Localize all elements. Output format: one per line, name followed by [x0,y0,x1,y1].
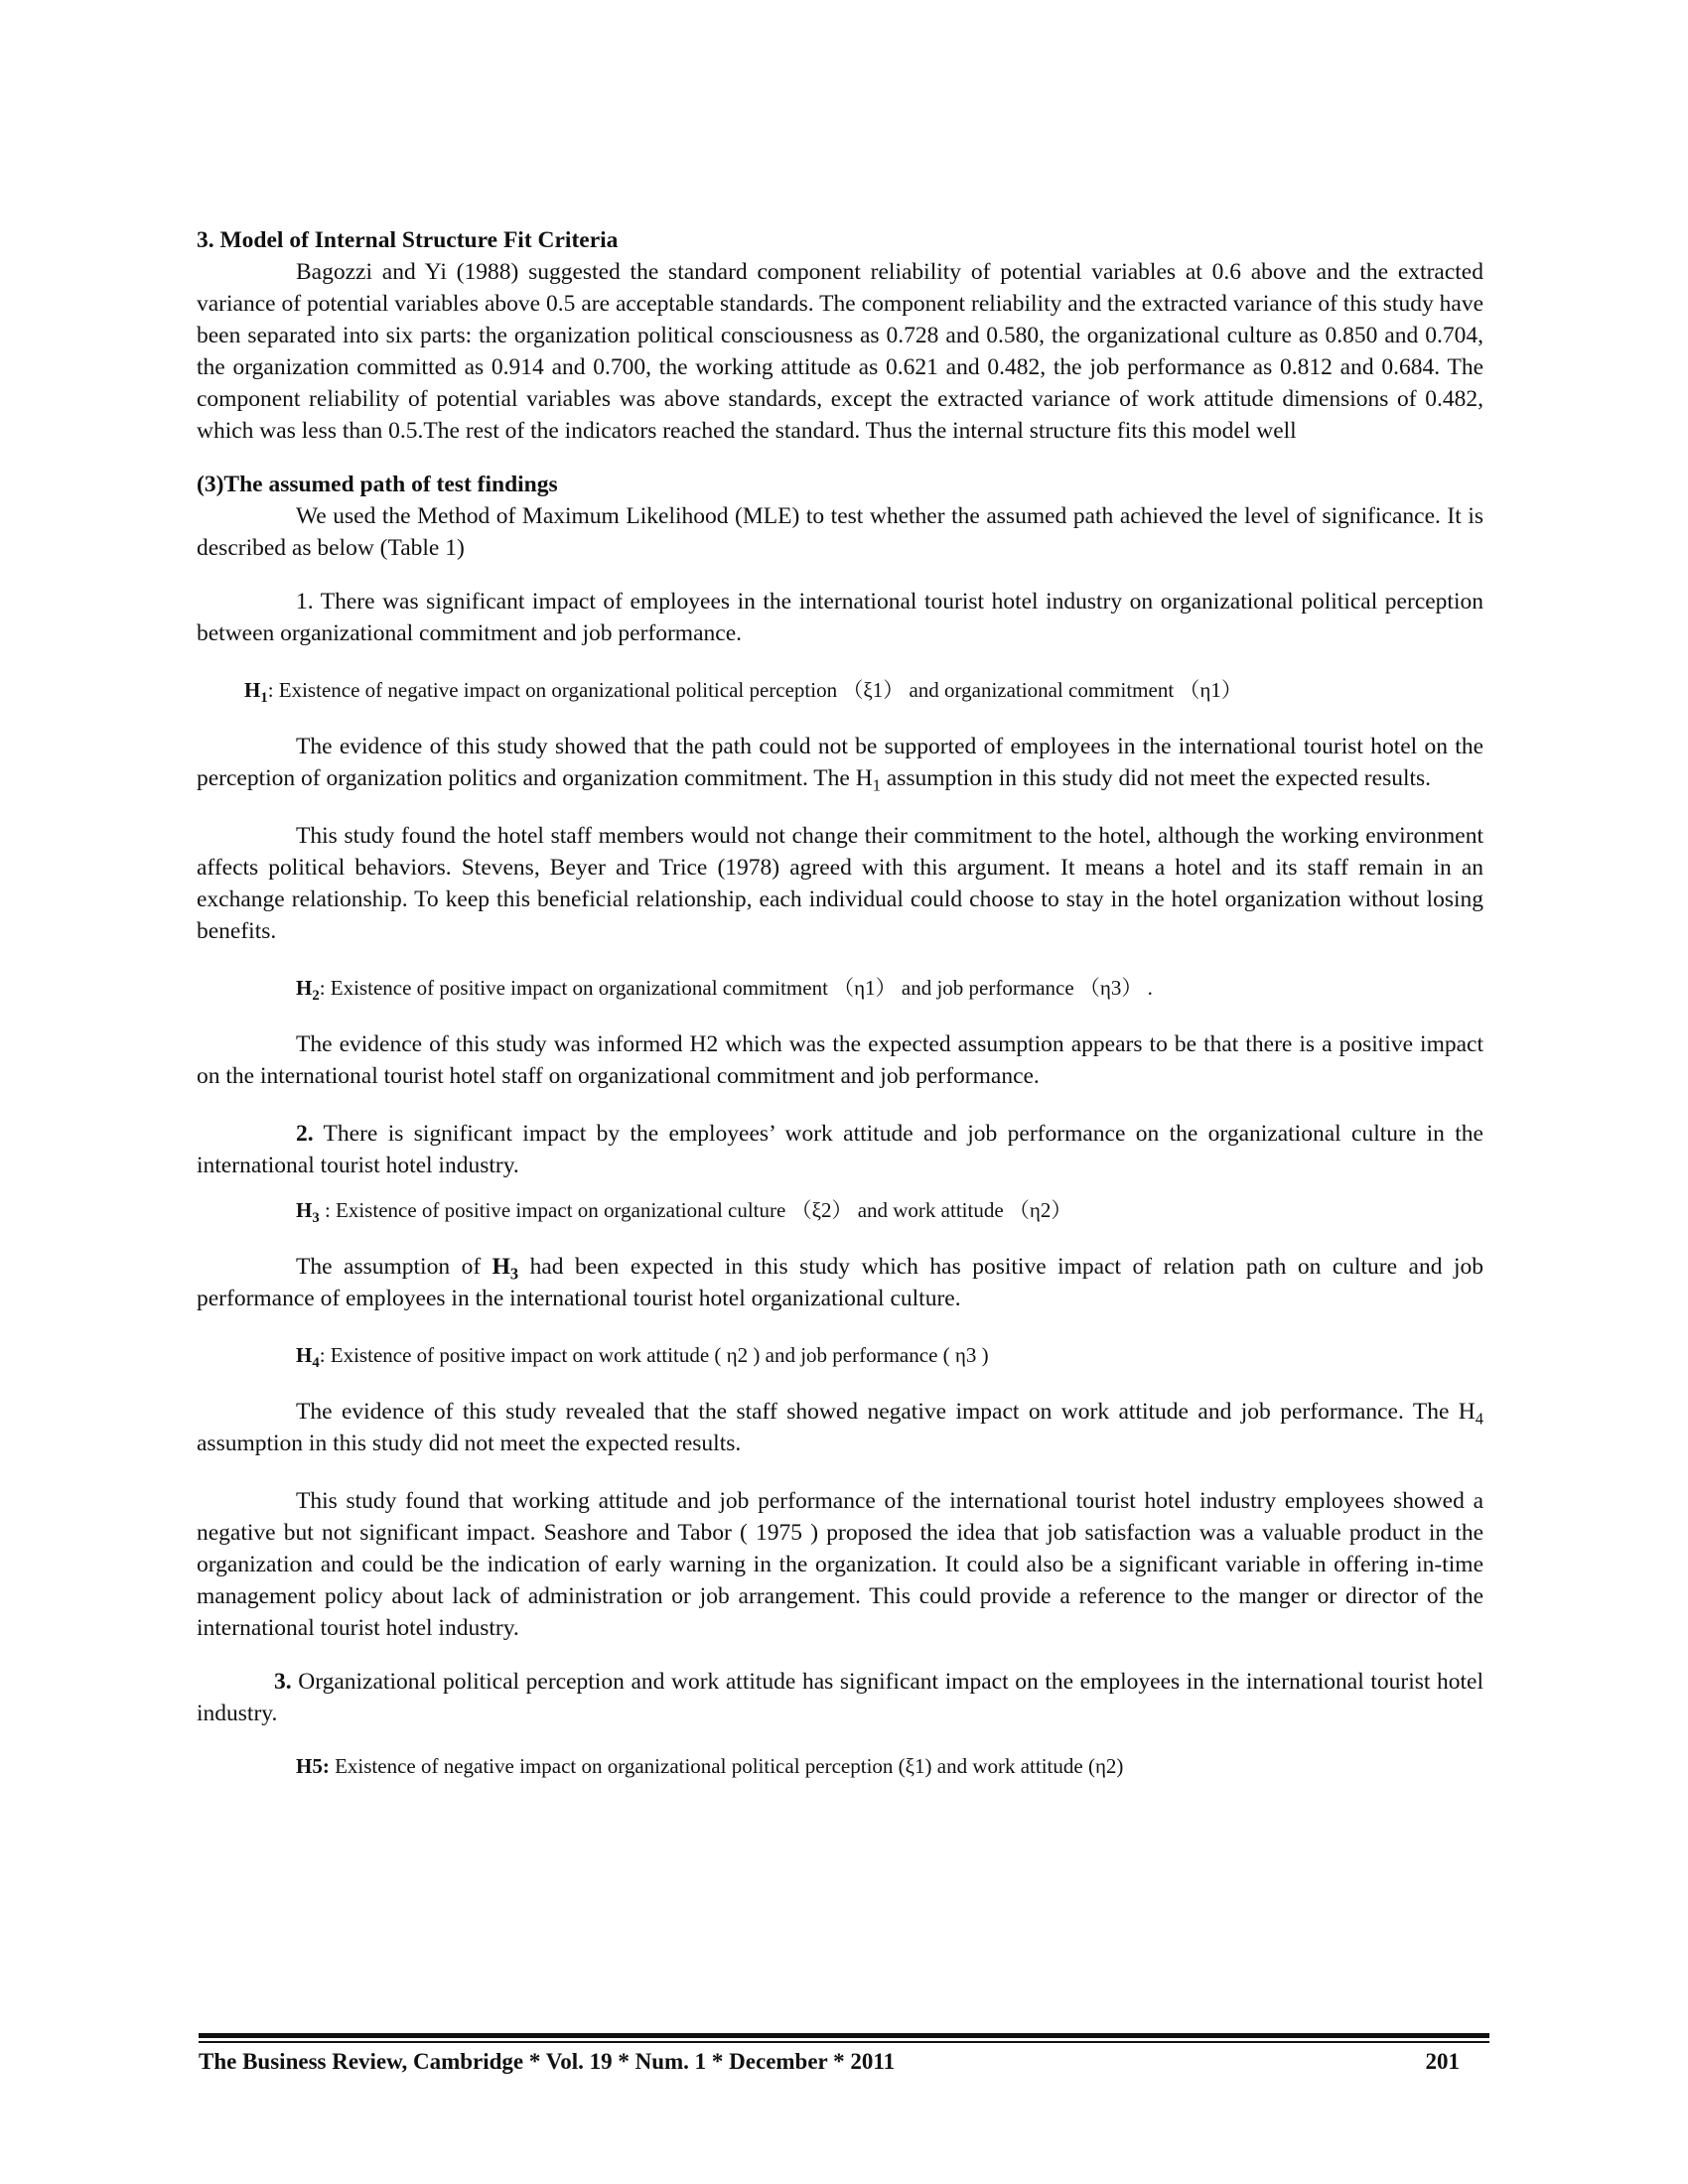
paragraph-working-attitude: This study found that working attitude and job performance of the international tourist hotel industry employees showed a negative but not significant impact. Seashore and Tabor ( 1975 ) proposed the idea that job satisfaction was a valuable product in the organization and could be the indication of early warning in the organization. It could also be a significant variable in offering in-time management policy about lack of administration or job arrangement. This could provide a reference to the manger or director of the international tourist hotel industry. [197,1488,1483,1641]
paragraph-h4-evidence: The evidence of this study revealed that the staff showed negative impact on work attitude and job performance. The $H_4$ assumption in this study did not meet the expected results. [197,1399,1483,1456]
h2-label: $H_2$ [296,976,320,1005]
h3-label: $H_3$ [296,1198,320,1227]
subsection-heading: (3)The assumed path of test findings [197,472,558,497]
paragraph-h2-evidence: The evidence of this study was informed H2 which was the expected assumption appears to be that there is a positive impact on the international tourist hotel staff on organizational commitment and job performance. [197,1031,1483,1089]
h4-label: $H_4$ [296,1343,320,1372]
footer-rule-thick [199,2033,1489,2038]
paragraph-h1-evidence: The evidence of this study showed that the path could not be supported of employees in the international tourist hotel on the perception of organization politics and organization commitment. The $H_1$ assumption in this study did not meet the expected results. [197,734,1483,795]
hypothesis-h4: $H_4$: Existence of positive impact on work attitude ( η2 ) and job performance ( η3 ) [296,1343,989,1372]
h5-label: H5: [296,1754,330,1778]
paragraph-point-2: 2. There is significant impact by the employees’ work attitude and job performance on the organizational culture in the international tourist hotel industry. [197,1121,1483,1178]
hypothesis-h3: $H_3$ : Existence of positive impact on organizational culture （ξ2） and work attitude （η2） [296,1198,1072,1227]
footer-rule-thin [199,2041,1489,2043]
section-heading: 3. Model of Internal Structure Fit Criteria [197,227,619,253]
paragraph-staff: This study found the hotel staff members would not change their commitment to the hotel, although the working environment affects political behaviors. Stevens, Beyer and Trice (1978) agreed with this argument. It means a hotel and its staff remain in an exchange relationship. To keep this beneficial relationship, each individual could choose to stay in the hotel organization without losing benefits. [197,823,1483,944]
page-number: 201 [1425,2049,1460,2074]
paragraph-h3-evidence: The assumption of $H_3$ had been expected in this study which has positive impact of relation path on culture and job performance of employees in the international tourist hotel organizational culture. [197,1254,1483,1311]
h1-label: $H_1$ [244,678,268,707]
hypothesis-h5: H5: Existence of negative impact on organizational political perception (ξ1) and work attitude (η2) [296,1754,1124,1778]
paragraph-point-1: 1. There was significant impact of employees in the international tourist hotel industry on organizational political perception between organizational commitment and job performance. [197,589,1483,646]
paragraph-fit-criteria: Bagozzi and Yi (1988) suggested the standard component reliability of potential variables at 0.6 above and the extracted variance of potential variables above 0.5 are acceptable standards. The component reliability and the extracted variance of this study have been separated into six parts: the organization political consciousness as 0.728 and 0.580, the organizational culture as 0.850 and 0.704, the organization committed as 0.914 and 0.700, the working attitude as 0.621 and 0.482, the job performance as 0.812 and 0.684. The component reliability of potential variables was above standards, except the extracted variance of work attitude dimensions of 0.482, which was less than 0.5.The rest of the indicators reached the standard. Thus the internal structure fits this model well [197,259,1483,444]
paragraph-point-3: 3. Organizational political perception and work attitude has significant impact on the employees in the international tourist hotel industry. [197,1669,1483,1726]
footer-journal: The Business Review, Cambridge * Vol. 19 * Num. 1 * December * 2011 [199,2049,896,2074]
hypothesis-h1: $H_1$: Existence of negative impact on organizational political perception （ξ1） and organizational commitment （η1） [244,678,1242,707]
paragraph-mle: We used the Method of Maximum Likelihood (MLE) to test whether the assumed path achieved the level of significance. It is described as below (Table 1) [197,503,1483,561]
hypothesis-h2: $H_2$: Existence of positive impact on organizational commitment （η1） and job performance （η3） . [296,976,1153,1005]
page-footer [199,2033,1489,2075]
page-body [197,224,1483,1781]
